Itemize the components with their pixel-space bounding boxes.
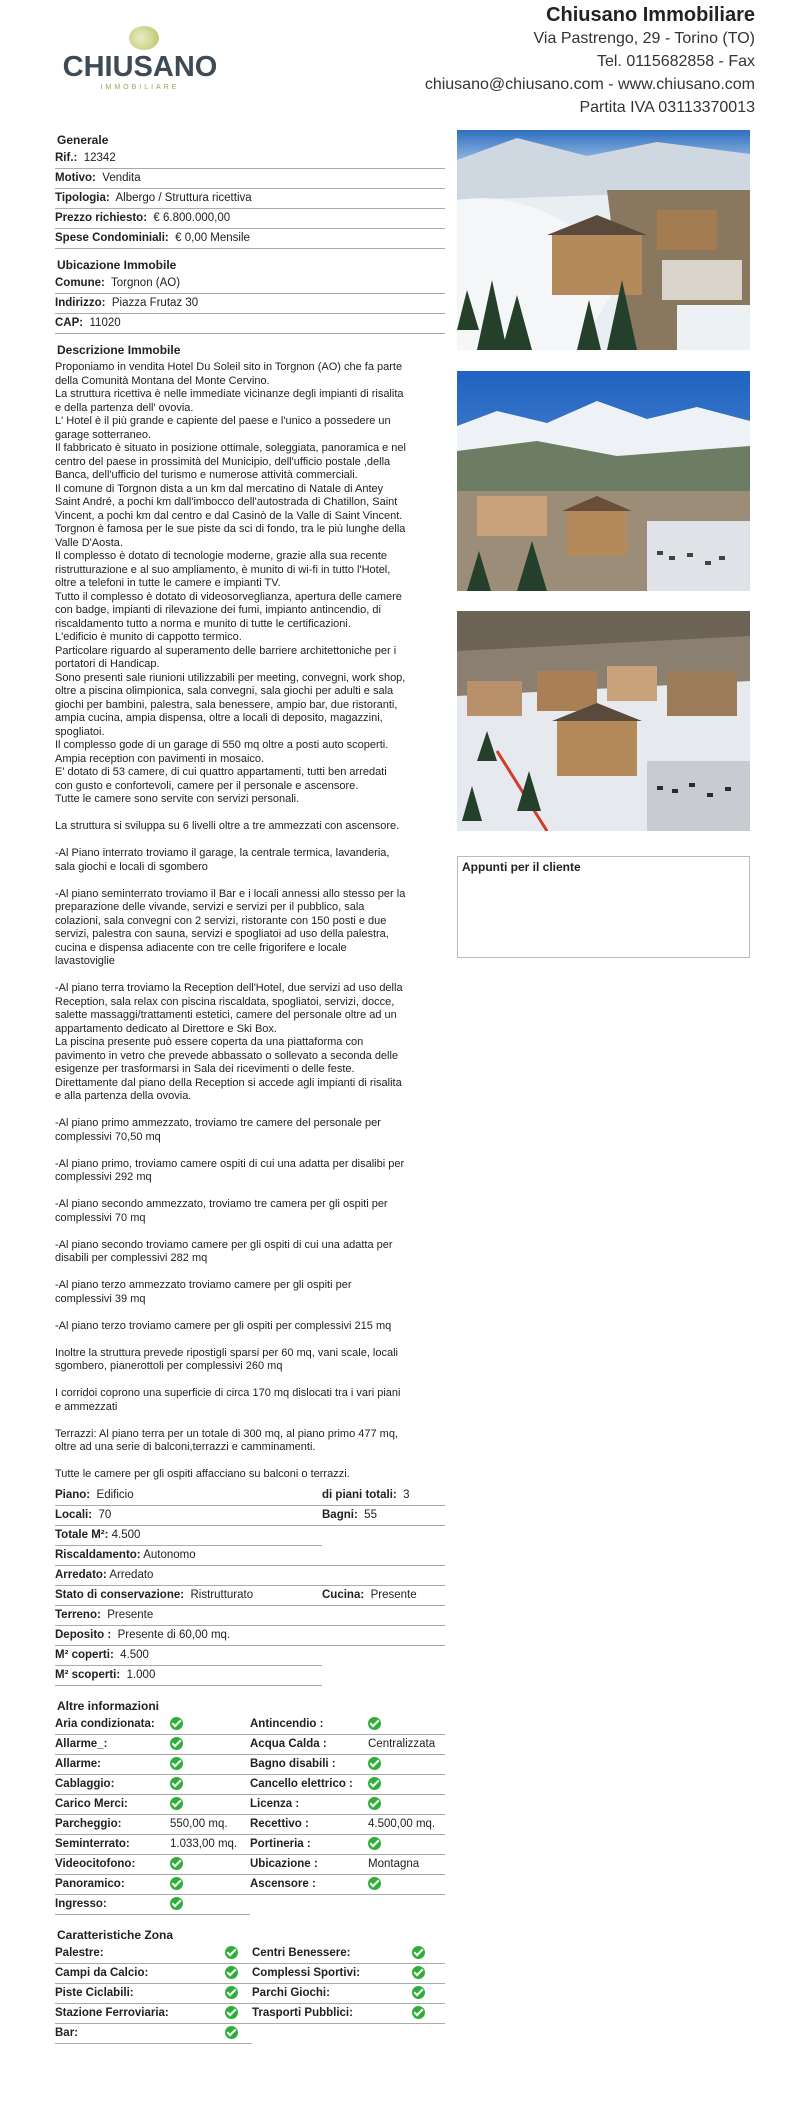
details-row (55, 1586, 445, 1606)
zona-label: Trasporti Pubblici: (252, 2004, 412, 2024)
zona-row (55, 1944, 445, 1964)
altre-label: Ascensore : (250, 1875, 368, 1895)
altre-value: 550,00 mq. (170, 1815, 250, 1835)
scoperti-label: M² scoperti: (55, 1668, 121, 1681)
zona-value (225, 1964, 252, 1984)
terreno-value: Presente (107, 1608, 154, 1621)
altre-row (55, 1835, 445, 1855)
section-zona-title: Caratteristiche Zona (57, 1927, 174, 1942)
details-row (55, 1646, 322, 1666)
arredato-value: Arredato (109, 1568, 154, 1581)
altre-row (55, 1775, 445, 1795)
generale-row (55, 149, 445, 169)
bagni-label: Bagni: (322, 1508, 358, 1521)
check-icon (170, 1717, 183, 1730)
altre-value (368, 1775, 445, 1795)
scoperti-value: 1.000 (126, 1668, 156, 1681)
totale-value: 4.500 (111, 1528, 141, 1541)
cucina-label: Cucina: (322, 1588, 365, 1601)
zona-value (225, 1944, 252, 1964)
altre-value: 4.500,00 mq. (368, 1815, 445, 1835)
altre-label: Cancello elettrico : (250, 1775, 368, 1795)
altre-label (250, 1895, 368, 1914)
generale-label: Tipologia: (55, 192, 110, 204)
company-vat: Partita IVA 03113370013 (579, 99, 755, 116)
logo-sub: IMMOBILIARE (100, 84, 180, 91)
altre-value (170, 1895, 250, 1915)
check-icon (170, 1777, 183, 1790)
arredato-label: Arredato: (55, 1568, 107, 1581)
details-row (55, 1546, 445, 1566)
generale-label: Prezzo richiesto: (55, 212, 148, 224)
check-icon (412, 1946, 425, 1959)
check-icon (368, 1757, 381, 1770)
generale-row (55, 209, 445, 229)
altre-value (170, 1735, 250, 1755)
check-icon (412, 1986, 425, 1999)
piano-label: Piano: (55, 1488, 91, 1501)
altre-label: Allarme: (55, 1755, 170, 1775)
check-icon (412, 2006, 425, 2019)
altre-row (55, 1755, 445, 1775)
zona-row (55, 2004, 445, 2024)
altre-label: Seminterrato: (55, 1835, 170, 1855)
company-info (425, 3, 755, 119)
altre-label: Acqua Calda : (250, 1735, 368, 1755)
check-icon (225, 2006, 238, 2019)
altre-row (55, 1855, 445, 1875)
riscaldamento-label: Riscaldamento: (55, 1548, 141, 1561)
zona-label: Bar: (55, 2024, 225, 2044)
property-photo-3[interactable] (457, 611, 750, 831)
check-icon (225, 1946, 238, 1959)
deposito-value: Presente di 60,00 mq. (117, 1628, 231, 1641)
altre-value: 1.033,00 mq. (170, 1835, 250, 1855)
generale-value: Albergo / Struttura ricettiva (115, 192, 252, 204)
cucina-value: Presente (370, 1588, 417, 1601)
details-row (55, 1506, 445, 1526)
altre-label: Parcheggio: (55, 1815, 170, 1835)
check-icon (368, 1877, 381, 1890)
ubicazione-value: Torgnon (AO) (111, 277, 181, 289)
zona-value (225, 2024, 252, 2044)
altre-row (55, 1795, 445, 1815)
client-notes-box[interactable] (457, 856, 750, 958)
generale-row (55, 189, 445, 209)
altre-value (170, 1855, 250, 1875)
altre-informazioni-table (55, 1715, 445, 1915)
altre-label: Portineria : (250, 1835, 368, 1855)
generale-value: € 6.800.000,00 (153, 212, 231, 224)
altre-value (368, 1715, 445, 1735)
coperti-value: 4.500 (120, 1648, 149, 1661)
zona-value (412, 1964, 445, 1984)
company-name: Chiusano Immobiliare (546, 4, 755, 26)
listing-details (55, 130, 445, 2044)
check-icon (225, 1986, 238, 1999)
photo-1-image (457, 130, 750, 350)
altre-value (368, 1875, 445, 1895)
check-icon (368, 1837, 381, 1850)
altre-value: Centralizzata (368, 1735, 445, 1755)
altre-value (170, 1755, 250, 1775)
zona-label: Parchi Giochi: (252, 1984, 412, 2004)
altre-value (170, 1875, 250, 1895)
generale-rows (55, 149, 445, 249)
altre-row (55, 1895, 445, 1915)
altre-value (368, 1835, 445, 1855)
altre-value: Montagna (368, 1855, 445, 1875)
ubicazione-row (55, 294, 445, 314)
description-text: Proponiamo in vendita Hotel Du Soleil sito in Torgnon (AO) che fa parte della Comunità Montana del Monte Cervino. La struttura ricettiva è nelle immediate vicinanze degli impianti di risalita e della partenza dell' ovovia. L' Hotel è il più grande e capiente del paese e l'unico a possedere un garage sotterraneo. Il fabbricato è situato in posizione ottimale, soleggiata, panoramica e nel centro del paese in prossimità del Municipio, dell'ufficio postale ,della Banca, dell'ufficio del turismo e numerose attività commerciali. Il comune di Torgnon dista a un km dal mercatino di Natale di Antey Saint André, a pochi km dall'imbocco dell'autostrada di Chatillon, Saint Vincent, a pochi km dal centro e dal Casinò de la Valle di Saint Vincent. Torgnon è famosa per le sue piste da sci di fondo, tra le più lunghe della Valle D'Aosta. Il complesso è dotato di tecnologie moderne, grazie alla sua recente ristrutturazione e al suo ampliamento, è munito di wi-fi in tutto l'Hotel, oltre a telefoni in tutte le camere e impianti TV. Tutto il complesso è dotato di videosorveglianza, apertura delle camere con badge, impianti di rilevazione dei fumi, impianto antincendio, di riscaldamento tutto a norma e munito di tutte le certificazioni. L'edificio è munito di cappotto termico. Particolare riguardo al superamento delle barriere architettoniche per i portatori di Handicap. Sono presenti sale riunioni utilizzabili per meeting, convegni, work shop, oltre a piscina olimpionica, sala convegni, sala giochi per adulti e sala giochi per bambini, palestra, sala benessere, ampio bar, due ristoranti, ampia cucina, ampia dispensa, oltre a locali di deposito, magazzini, spogliatoi. Il complesso gode di un garage di 550 mq oltre a posti auto scoperti. Ampia reception con pavimenti in mosaico. E' dotato di 53 camere, di cui quattro appartamenti, tutti ben arredati con gusto e confortevoli, camere per il personale e ascensore. Tutte le camere sono servite con servizi personali. La struttura si sviluppa su 6 livelli oltre a tre ammezzati con ascensore. -Al Piano interrato troviamo il garage, la centrale termica, lavanderia, sala giochi e locali di sgombero -Al piano seminterrato troviamo il Bar e i locali annessi allo stesso per la preparazione delle vivande, servizi e servizi per il pubblico, sala colazioni, sala convegni con 2 servizi, ristorante con 150 posti e due servizi, palestra con sauna, servizi e spogliatoi ad uso della palestra, cucina e dispensa adiacente con tre celle frigorifere e locale lavastoviglie -Al piano terra troviamo la Reception dell'Hotel, due servizi ad uso della Reception, sala relax con piscina riscaldata, spogliatoi, servizi, docce, salette massaggi/trattamenti estetici, camere del personale oltre ad un appartamento dedicato al Direttore e Ski Box. La piscina presente può essere coperta da una piattaforma con pavimento in vetro che prevede abbassato o sollevato a seconda delle esigenze per trasformarsi in Sala dei ricevimenti o delle feste. Direttamente dal piano della Reception si accede agli impianti di risalita e alla partenza della ovovia. -Al piano primo ammezzato, troviamo tre camere del personale per complessivi 70,50 mq -Al piano primo, troviamo camere ospiti di cui una adatta per disalibi per complessivi 292 mq -Al piano secondo ammezzato, troviamo tre camera per gli ospiti per complessivi 70 mq -Al piano secondo troviamo camere per gli ospiti di cui una adatta per disabili per complessivi 282 mq -Al piano terzo ammezzato troviamo camere per gli ospiti per complessivi 39 mq -Al piano terzo troviamo camere per gli ospiti per complessivi 215 mq Inoltre la struttura prevede ripostigli sparsi per 60 mq, vani scale, locali sgombero, pianerottoli per complessivi 260 mq I corridoi coprono una superficie di circa 170 mq dislocati tra i vari piani e ammezzati Terrazzi: Al piano terra per un totale di 300 mq, al piano primo 477 mq, oltre ad una serie di balconi,terrazzi e camminamenti. Tutte le camere per gli ospiti affacciano su balconi o terrazzi. (55, 361, 406, 1480)
company-logo (46, 24, 234, 90)
altre-value (170, 1795, 250, 1815)
altre-label: Carico Merci: (55, 1795, 170, 1815)
zona-label: Campi da Calcio: (55, 1964, 225, 1984)
zona-label: Centri Benessere: (252, 1944, 412, 1964)
stato-value: Ristrutturato (190, 1588, 254, 1601)
generale-value: € 0,00 Mensile (175, 232, 250, 244)
check-icon (225, 2026, 238, 2039)
details-row (55, 1666, 322, 1686)
bagni-value: 55 (364, 1508, 377, 1521)
client-notes-title: Appunti per il cliente (462, 860, 581, 874)
altre-row (55, 1715, 445, 1735)
caratteristiche-zona-table (55, 1944, 445, 2044)
zona-value (412, 2004, 445, 2024)
check-icon (225, 1966, 238, 1979)
zona-value (225, 2004, 252, 2024)
section-descrizione-title: Descrizione Immobile (57, 343, 181, 357)
logo-mark-icon (129, 26, 159, 50)
zona-row (55, 1984, 445, 2004)
zona-value (412, 2024, 445, 2043)
photo-3-image (457, 611, 750, 831)
details-row (55, 1626, 445, 1646)
piani-totali-label: di piani totali: (322, 1488, 397, 1501)
check-icon (170, 1797, 183, 1810)
terreno-label: Terreno: (55, 1608, 101, 1621)
zona-value (225, 1984, 252, 2004)
check-icon (368, 1797, 381, 1810)
altre-row (55, 1815, 445, 1835)
altre-label: Licenza : (250, 1795, 368, 1815)
ubicazione-row (55, 274, 445, 294)
generale-value: Vendita (102, 172, 141, 184)
generale-label: Spese Condominiali: (55, 232, 169, 244)
altre-label: Bagno disabili : (250, 1755, 368, 1775)
generale-row (55, 169, 445, 189)
stato-label: Stato di conservazione: (55, 1588, 185, 1601)
altre-label: Allarme_: (55, 1735, 170, 1755)
ubicazione-label: CAP: (55, 317, 84, 329)
property-photo-1[interactable] (457, 130, 750, 350)
check-icon (170, 1877, 183, 1890)
altre-row (55, 1875, 445, 1895)
zona-value (412, 1984, 445, 2004)
zona-label (252, 2024, 412, 2043)
generale-row (55, 229, 445, 249)
riscaldamento-value: Autonomo (143, 1548, 196, 1561)
altre-label: Antincendio : (250, 1715, 368, 1735)
details-table (55, 1486, 445, 1686)
altre-value (368, 1795, 445, 1815)
altre-label: Videocitofono: (55, 1855, 170, 1875)
altre-value (368, 1755, 445, 1775)
company-address: Via Pastrengo, 29 - Torino (TO) (533, 30, 755, 47)
check-icon (170, 1897, 183, 1910)
zona-row (55, 2024, 445, 2044)
locali-label: Locali: (55, 1508, 93, 1521)
altre-label: Cablaggio: (55, 1775, 170, 1795)
zona-label: Piste Ciclabili: (55, 1984, 225, 2004)
deposito-label: Deposito : (55, 1628, 112, 1641)
zona-row (55, 1964, 445, 1984)
altre-row (55, 1735, 445, 1755)
altre-label: Ingresso: (55, 1895, 170, 1915)
details-row (55, 1566, 445, 1586)
altre-label: Aria condizionata: (55, 1715, 170, 1735)
piano-value: Edificio (96, 1488, 134, 1501)
generale-label: Motivo: (55, 172, 96, 184)
piani-totali-value: 3 (403, 1488, 410, 1501)
ubicazione-value: 11020 (89, 317, 121, 329)
altre-value (368, 1895, 445, 1914)
property-photo-2[interactable] (457, 371, 750, 591)
generale-value: 12342 (83, 152, 116, 164)
check-icon (368, 1717, 381, 1730)
generale-label: Rif.: (55, 152, 78, 164)
section-altre-title: Altre informazioni (57, 1698, 160, 1713)
zona-label: Palestre: (55, 1944, 225, 1964)
ubicazione-row (55, 314, 445, 334)
company-tel: Tel. 0115682858 - Fax (596, 53, 755, 70)
altre-value (170, 1715, 250, 1735)
check-icon (170, 1857, 183, 1870)
totale-label: Totale M²: (55, 1528, 109, 1541)
company-email-web: chiusano@chiusano.com - www.chiusano.com (424, 76, 755, 93)
section-generale-title: Generale (57, 133, 109, 147)
check-icon (368, 1777, 381, 1790)
logo-name: CHIUSANO (62, 51, 218, 83)
details-row (55, 1606, 445, 1626)
altre-value (170, 1775, 250, 1795)
photo-2-image (457, 371, 750, 591)
altre-label: Ubicazione : (250, 1855, 368, 1875)
ubicazione-label: Comune: (55, 277, 105, 289)
zona-label: Complessi Sportivi: (252, 1964, 412, 1984)
check-icon (412, 1966, 425, 1979)
altre-label: Panoramico: (55, 1875, 170, 1895)
coperti-label: M² coperti: (55, 1648, 114, 1661)
check-icon (170, 1757, 183, 1770)
zona-label: Stazione Ferroviaria: (55, 2004, 225, 2024)
section-ubicazione-title: Ubicazione Immobile (57, 258, 177, 272)
altre-label: Recettivo : (250, 1815, 368, 1835)
ubicazione-label: Indirizzo: (55, 297, 106, 309)
zona-value (412, 1944, 445, 1964)
check-icon (170, 1737, 183, 1750)
locali-value: 70 (98, 1508, 112, 1521)
page-header (0, 0, 800, 115)
ubicazione-rows (55, 274, 445, 334)
details-row (55, 1486, 445, 1506)
details-row (55, 1526, 322, 1546)
ubicazione-value: Piazza Frutaz 30 (111, 297, 199, 309)
